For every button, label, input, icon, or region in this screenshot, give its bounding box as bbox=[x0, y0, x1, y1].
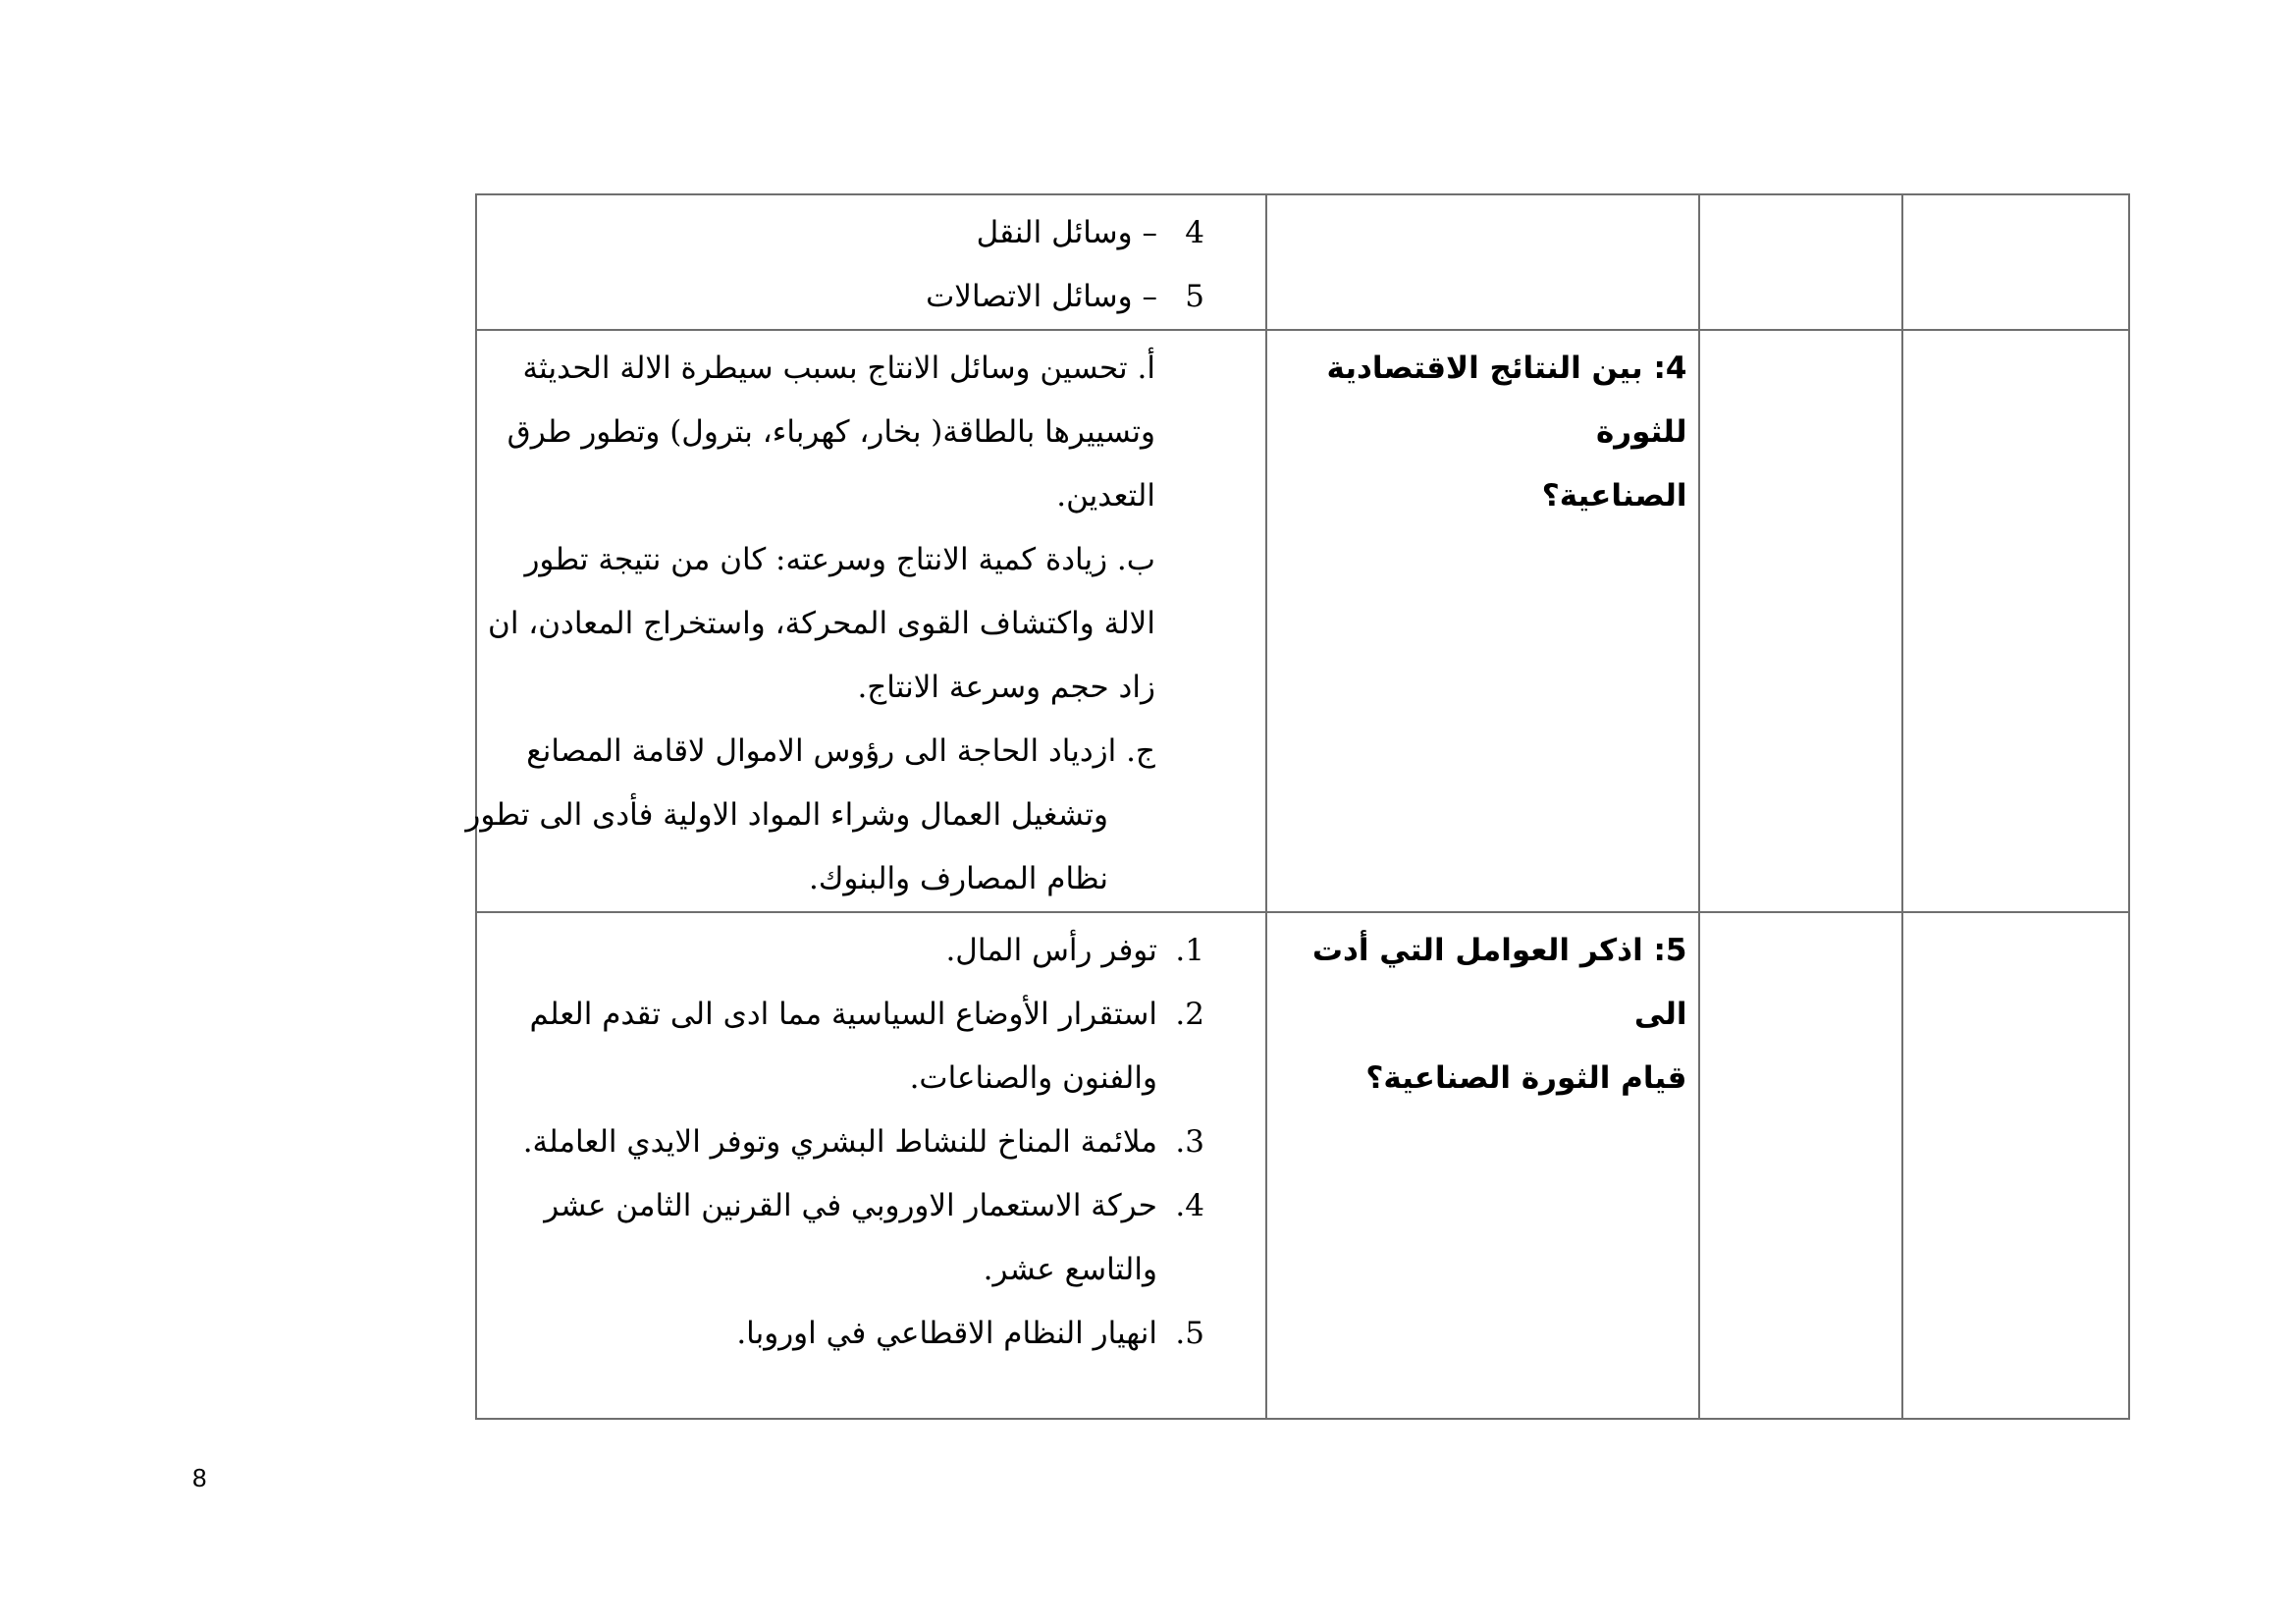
question-cell: 5: اذكر العوامل التي أدت الى قيام الثورة الصناعية؟ bbox=[1266, 912, 1700, 1419]
blank-cell bbox=[1699, 912, 1901, 1419]
answer-cell bbox=[476, 194, 1266, 330]
blank-cell bbox=[1902, 330, 2129, 912]
table-row bbox=[476, 330, 2129, 912]
blank-cell bbox=[1699, 194, 1901, 330]
list-item: 3. ملائمة المناخ للنشاط البشري وتوفر الايدي العاملة. bbox=[522, 1124, 1204, 1160]
list-item: 2. استقرار الأوضاع السياسية مما ادى الى تقدم العلم bbox=[529, 997, 1204, 1032]
question-title: 4: بين النتائج الاقتصادية للثورة bbox=[1326, 351, 1687, 450]
question-cell bbox=[1266, 194, 1700, 330]
question-cell: 4: بين النتائج الاقتصادية للثورة الصناعية؟ bbox=[1266, 330, 1700, 912]
list-item: 5. انهيار النظام الاقطاعي في اوروبا. bbox=[736, 1316, 1204, 1351]
page-number: 8 bbox=[192, 1463, 207, 1492]
blank-cell bbox=[1699, 330, 1901, 912]
blank-cell bbox=[1902, 194, 2129, 330]
answer-cell: أ. تحسين وسائل الانتاج بسبب سيطرة الالة الحديثة وتسييرها بالطاقة( بخار، كهرباء، بترول) وتطور طرق التعدين. ب. زيادة كمية الانتاج وسرعته: كان من نتيجة تطور الالة واكتشاف القوى المحركة، واستخراج المعادن، ان زاد حجم وسرعة الانتاج. ج. ازدياد الحاجة الى رؤوس الاموال لاقامة المصانع وتشغيل العمال وشراء المواد الاولية فأدى الى تطور نظام المصارف والبنوك. bbox=[476, 330, 1266, 912]
question-title: 5: اذكر العوامل التي أدت الى bbox=[1311, 933, 1687, 1032]
answer-cell: 1. توفر رأس المال. 2. استقرار الأوضاع السياسية مما ادى الى تقدم العلم والفنون والصناعات. 3. ملائمة المناخ للنشاط البشري وتوفر الايدي العاملة. 4. حركة الاستعمار الاوروبي في القرنين الثامن عشر والتاسع عشر. 5. انهيار النظام الاقطاعي في اوروبا. bbox=[476, 912, 1266, 1419]
list-item: 1. توفر رأس المال. bbox=[945, 933, 1204, 968]
questions-table bbox=[465, 193, 2130, 1420]
table-row bbox=[476, 194, 2129, 330]
blank-cell bbox=[1902, 912, 2129, 1419]
list-item: 5 – وسائل الاتصالات bbox=[926, 279, 1204, 314]
list-item: 4 – وسائل النقل bbox=[976, 215, 1204, 250]
list-item: 4. حركة الاستعمار الاوروبي في القرنين الثامن عشر bbox=[544, 1188, 1204, 1223]
table-row bbox=[476, 912, 2129, 1419]
